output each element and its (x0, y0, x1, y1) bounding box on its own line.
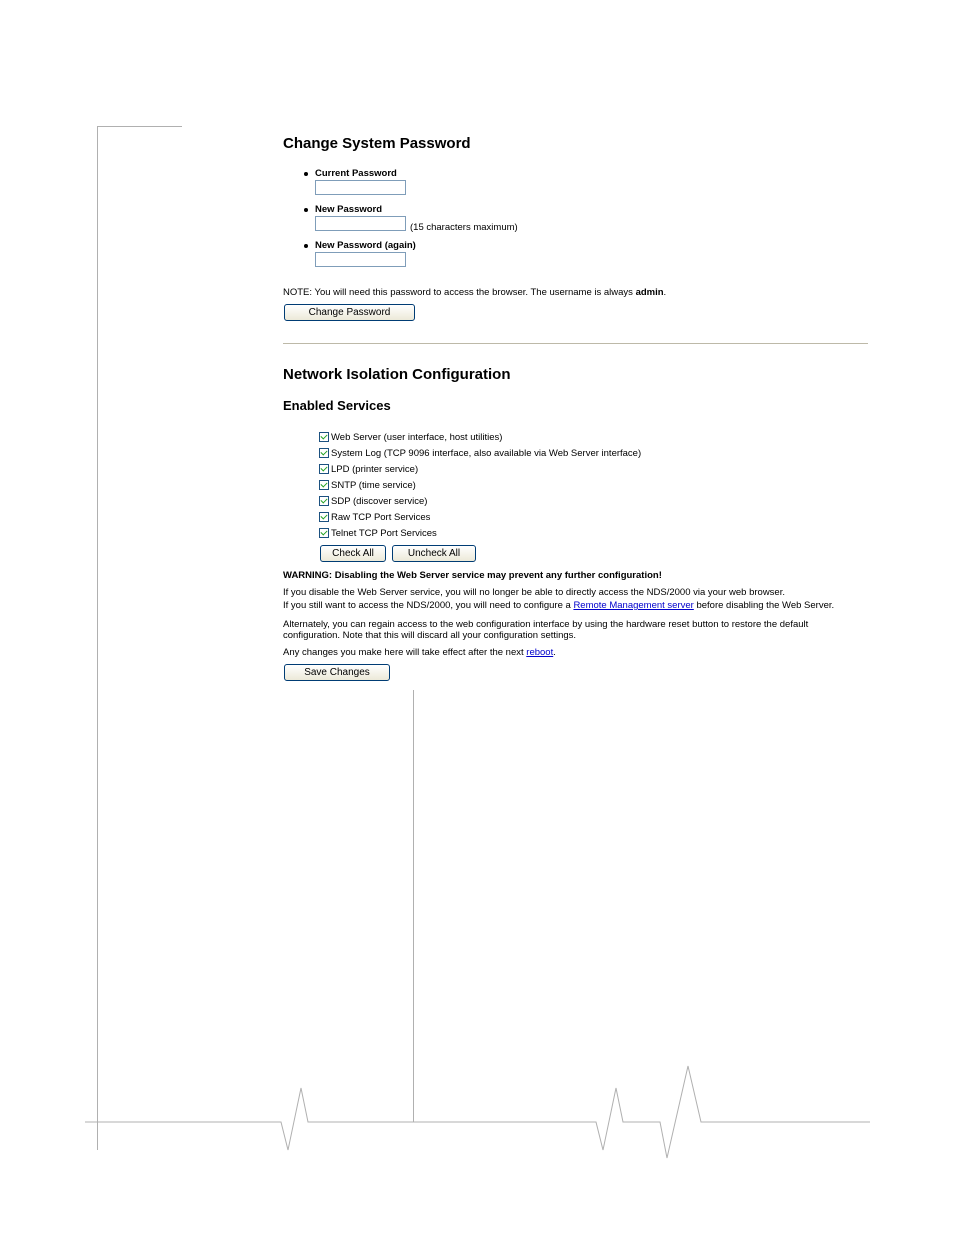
service-label-sdp: SDP (discover service) (331, 496, 428, 507)
checkbox-web-server[interactable] (319, 432, 329, 442)
enabled-services-heading: Enabled Services (283, 398, 391, 413)
reboot-text-prefix: Any changes you make here will take effect after the next (283, 647, 527, 658)
check-all-button[interactable]: Check All (320, 545, 386, 562)
warning-text: WARNING: Disabling the Web Server service may prevent any further configuration! (283, 570, 662, 581)
service-label-sntp: SNTP (time service) (331, 480, 416, 491)
checkbox-sntp[interactable] (319, 480, 329, 490)
isolation-section-title: Network Isolation Configuration (283, 366, 511, 383)
bullet-icon (304, 244, 308, 248)
info-text-2 (283, 600, 834, 611)
current-password-label: Current Password (315, 168, 397, 179)
service-label-lpd: LPD (printer service) (331, 464, 419, 475)
bullet-icon (304, 208, 308, 212)
alternate-text-line-1: Alternately, you can regain access to the web configuration interface by using the hardware reset button to restore the default (283, 619, 809, 630)
bullet-icon (304, 172, 308, 176)
new-password-label: New Password (315, 204, 383, 215)
current-password-input[interactable] (315, 180, 406, 195)
checkbox-sdp[interactable] (319, 496, 329, 506)
alternate-text-line-2: configuration. Note that this will discard all your configuration settings. (283, 630, 577, 641)
reboot-link[interactable]: reboot (526, 647, 554, 658)
note-text: NOTE: You will need this password to access the browser. The username is always (283, 287, 636, 298)
info-text-1: If you disable the Web Server service, you will no longer be able to directly access the NDS/2000 via your web browser. (283, 587, 785, 598)
change-password-button[interactable]: Change Password (284, 304, 415, 321)
service-label-telnet-tcp: Telnet TCP Port Services (331, 528, 437, 539)
info-text-2-prefix: If you still want to access the NDS/2000, you will need to configure a (283, 600, 574, 611)
checkbox-lpd[interactable] (319, 464, 329, 474)
remote-management-link[interactable]: Remote Management server (573, 600, 694, 611)
service-label-system-log: System Log (TCP 9096 interface, also available via Web Server interface) (331, 448, 642, 459)
password-note (283, 287, 666, 298)
confirm-password-input[interactable] (315, 252, 406, 267)
note-username: admin (635, 287, 664, 298)
info-text-2-suffix: before disabling the Web Server. (693, 600, 835, 611)
new-password-hint: (15 characters maximum) (410, 222, 518, 233)
password-section-title: Change System Password (283, 135, 471, 152)
note-end: . (663, 287, 667, 298)
reboot-text-suffix: . (553, 647, 556, 658)
service-label-raw-tcp: Raw TCP Port Services (331, 512, 431, 523)
checkbox-system-log[interactable] (319, 448, 329, 458)
confirm-password-label: New Password (again) (315, 240, 416, 251)
service-label-web-server: Web Server (user interface, host utilities) (331, 432, 503, 443)
reboot-text (283, 647, 556, 658)
save-changes-button[interactable]: Save Changes (284, 664, 390, 681)
checkbox-raw-tcp[interactable] (319, 512, 329, 522)
section-divider (283, 343, 868, 344)
checkbox-telnet-tcp[interactable] (319, 528, 329, 538)
new-password-input[interactable] (315, 216, 406, 231)
uncheck-all-button[interactable]: Uncheck All (392, 545, 476, 562)
